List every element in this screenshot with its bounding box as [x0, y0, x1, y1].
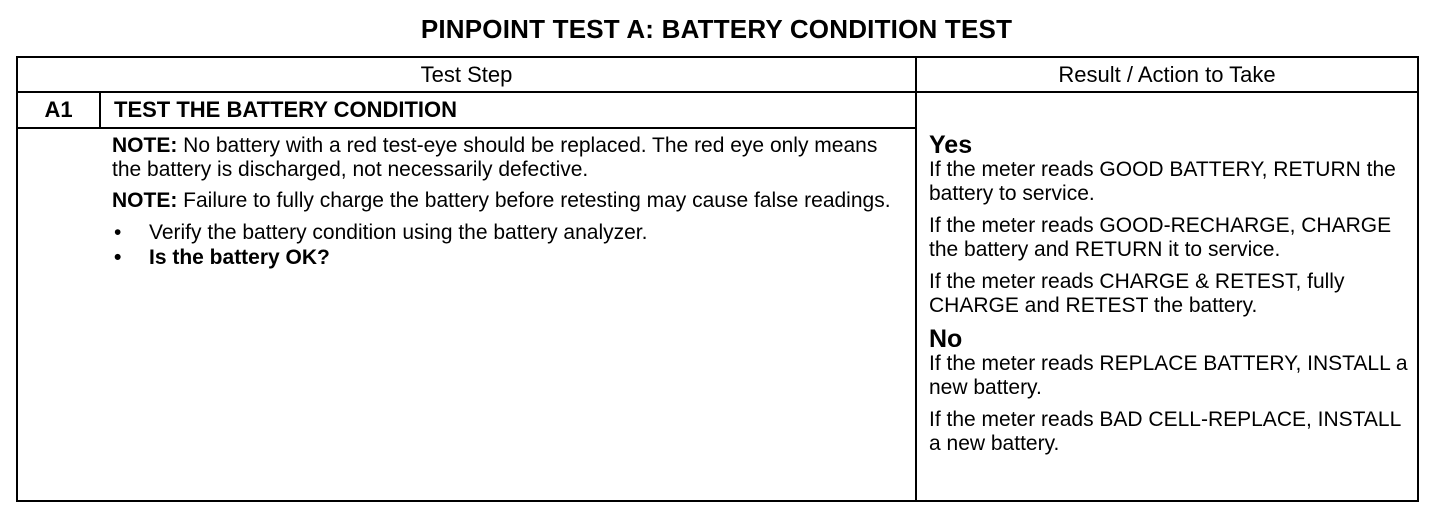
answer-yes-label: Yes: [929, 131, 973, 159]
step-id-divider: [99, 91, 101, 129]
column-header-result-action: Result / Action to Take: [1058, 62, 1276, 87]
bullet-question: • Is the battery OK?: [112, 245, 902, 270]
note-1-label: NOTE:: [112, 134, 178, 157]
yes-item-1: If the meter reads GOOD BATTERY, RETURN the battery to service.: [929, 158, 1396, 205]
no-item-2: If the meter reads BAD CELL-REPLACE, INSTALL a new battery.: [929, 408, 1401, 455]
test-step-body: [112, 134, 902, 270]
note-2-label: NOTE:: [112, 189, 178, 212]
column-divider: [915, 56, 917, 502]
yes-item-2: If the meter reads GOOD-RECHARGE, CHARGE the battery and RETURN it to service.: [929, 214, 1392, 261]
step-title: TEST THE BATTERY CONDITION: [114, 97, 458, 122]
result-action-body: [929, 132, 1409, 464]
step-bullets: [112, 220, 902, 270]
column-header-test-step: Test Step: [420, 62, 513, 87]
bullet-verify: • Verify the battery condition using the battery analyzer.: [112, 220, 902, 245]
no-item-1: If the meter reads REPLACE BATTERY, INSTALL a new battery.: [929, 352, 1408, 399]
page-title: PINPOINT TEST A: BATTERY CONDITION TEST: [420, 14, 1013, 44]
yes-item-3: If the meter reads CHARGE & RETEST, fully CHARGE and RETEST the battery.: [929, 270, 1345, 317]
note-1: [112, 134, 902, 182]
step-id: A1: [44, 97, 73, 122]
note-2-text: Failure to fully charge the battery before retesting may cause false readings.: [177, 189, 891, 212]
answer-no-label: No: [929, 325, 963, 353]
step-title-divider: [16, 127, 917, 129]
note-1-text: No battery with a red test-eye should be replaced. The red eye only means the battery is discharged, not necessarily defective.: [112, 134, 878, 181]
note-2: [112, 189, 902, 213]
